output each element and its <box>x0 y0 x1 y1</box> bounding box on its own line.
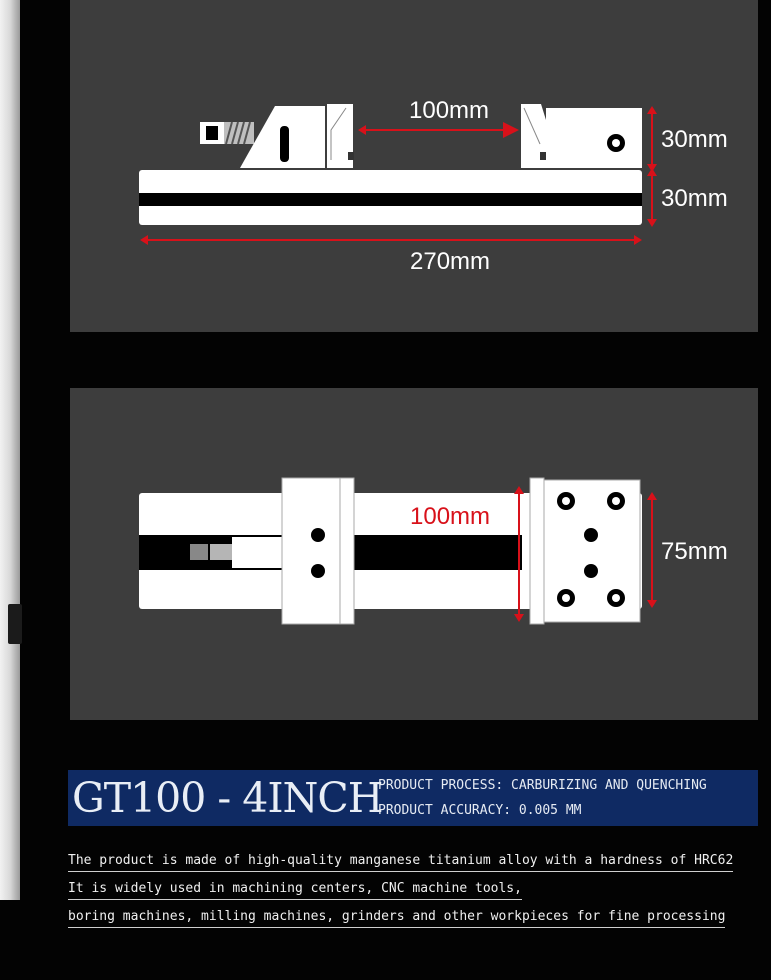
left-edge-tab <box>8 604 22 644</box>
jaw-gap-label: 100mm <box>409 97 490 124</box>
jaw-opening-label: 100mm <box>410 503 491 530</box>
jaw-height-label: 30mm <box>661 126 728 153</box>
model-title: GT100 - 4INCH <box>72 774 383 822</box>
product-accuracy: PRODUCT ACCURACY: 0.005 MM <box>378 803 582 818</box>
description-line-3: boring machines, milling machines, grinders and other workpieces for fine processing <box>68 909 725 928</box>
left-edge-strip <box>0 0 20 900</box>
jaw-width-label: 75mm <box>661 538 728 565</box>
fixed-jaw-top <box>530 478 640 624</box>
side-view-panel <box>70 0 758 332</box>
movable-jaw <box>240 104 354 168</box>
side-view-diagram <box>70 0 758 332</box>
base-height-label: 30mm <box>661 185 728 212</box>
top-view-panel <box>70 388 758 720</box>
movable-jaw-top <box>282 478 354 624</box>
description-line-1: The product is made of high-quality manganese titanium alloy with a hardness of HRC62 <box>68 853 733 872</box>
product-process: PRODUCT PROCESS: CARBURIZING AND QUENCHING <box>378 778 707 793</box>
total-length-label: 270mm <box>410 248 491 275</box>
vise-base <box>139 170 642 225</box>
model-banner <box>68 770 758 826</box>
fixed-jaw <box>521 104 642 168</box>
top-view-diagram <box>70 388 758 720</box>
description-line-2: It is widely used in machining centers, CNC machine tools, <box>68 881 522 900</box>
screw-thread <box>200 122 254 144</box>
